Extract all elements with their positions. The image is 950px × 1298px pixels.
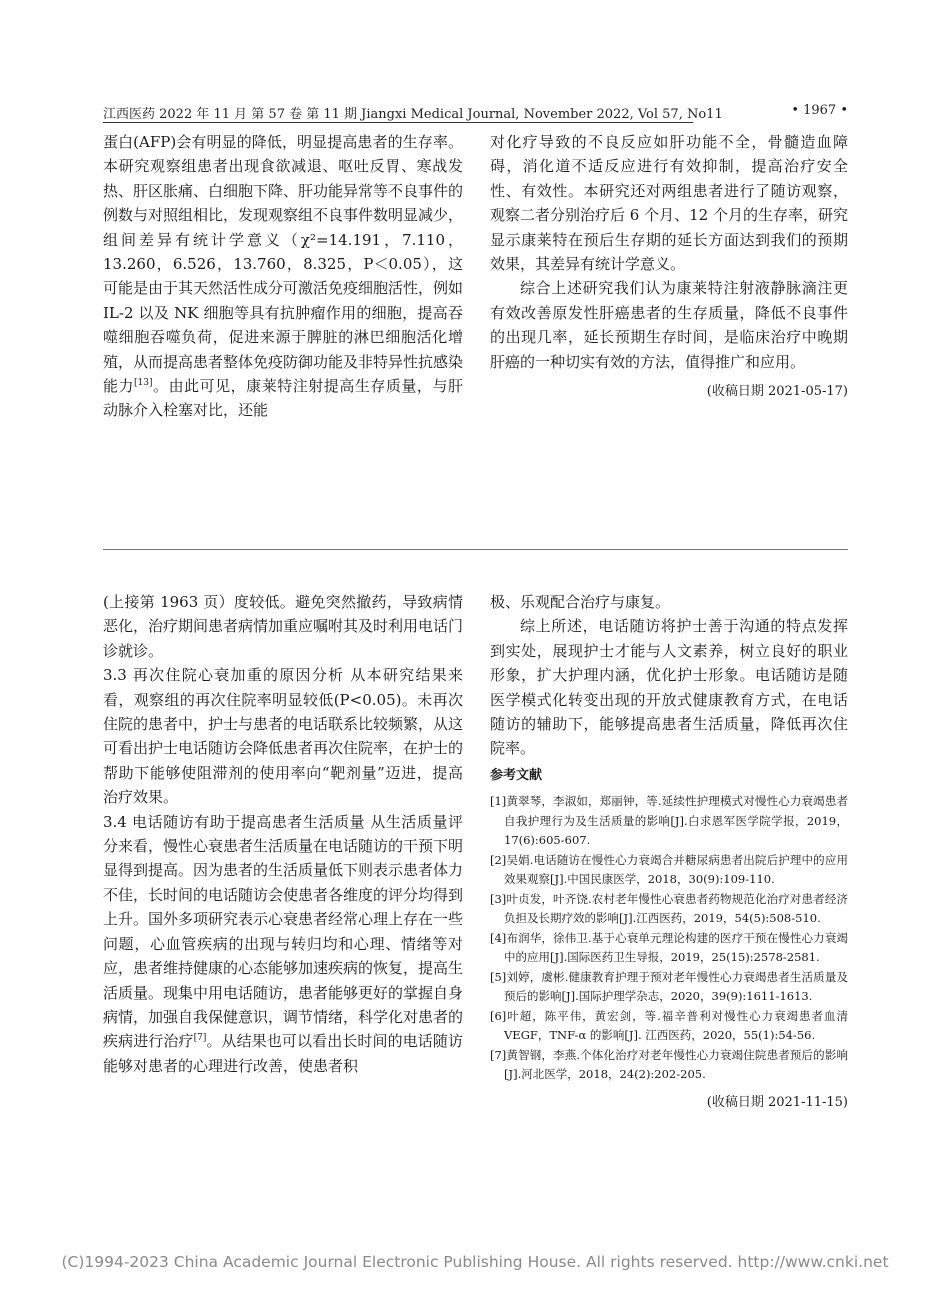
citation-7: [7] [193,1033,207,1044]
running-header [103,103,848,125]
reference-item: [6]叶超，陈平伟，黄宏剑，等.福辛普利对慢性心力衰竭患者血清 VEGF，TNF-α 的影响[J]. 江西医药，2020，55(1):54-56. [490,1008,848,1043]
section-3-4-tail: 。从结果也可以看出长时间的电话随访能够对患者的心理进行改善，使患者积 [103,1032,463,1075]
upper-left-text: 蛋白(AFP)会有明显的降低，明显提高患者的生存率。本研究观察组患者出现食欲减退、呕吐反胃、寒战发热、肝区胀痛、白细胞下降、肝功能异常等不良事件的例数与对照组相比，发现观察组不良事件数明显减少，组间差异有统计学意义（χ²=14.191，7.110，13.260，6.526，13.760，8.325，P＜0.05），这可能是由于其天然活性成分可激活免疫细胞活性，例如 IL-2 以及 NK 细胞等具有抗肿瘤作用的细胞，提高吞噬细胞吞噬负荷，促进来源于脾脏的淋巴细胞活化增殖，从而提高患者整体免疫防御功能及非特异性抗感染能力 [103,133,464,396]
reference-item: [1]黄翠琴，李淑如，郑丽钟，等.延续性护理模式对慢性心力衰竭患者自我护理行为及生活质量的影响[J].白求恩军医学院学报，2019，17(6):605-607. [490,794,848,848]
reference-item: [3]叶贞发，叶齐饶.农村老年慢性心衰患者药物规范化治疗对患者经济负担及长期疗效的影响[J].江西医药，2019，54(5):508-510. [490,891,848,926]
section-3-4 [103,810,463,1078]
upper-left-tail: 。由此可见，康莱特注射提高生存质量，与肝动脉介入栓塞对比，还能 [103,377,463,420]
reference-item: [7]黄智钢，李燕.个体化治疗对老年慢性心力衰竭住院患者预后的影响[J].河北医学，2018，24(2):202-205. [490,1047,848,1082]
upper-left-column [103,130,463,423]
lower-right-paragraph-2: 综上所述，电话随访将护士善于沟通的特点发挥到实处，展现护士才能与人文素养，树立良好的职业形象，扩大护理内涵，优化护士形象。电话随访是随医学模式化转变出现的开放式健康教育方式，在电话随访的辅助下，能够提高患者生活质量，降低再次住院率。 [490,617,848,758]
page-number: • 1967 • [791,103,848,118]
section-3-3: 3.3 再次住院心衰加重的原因分析 从本研究结果来看，观察组的再次住院率明显较低(P<0.05)。未再次住院的患者中，护士与患者的电话联系比较频繁，从这可看出护士电话随访会降低患者再次住院率，在护士的帮助下能够使阻滞剂的使用率向“靶剂量”迈进，提高治疗效果。 [103,666,464,807]
received-date-lower: (收稿日期 2021-11-15) [706,1094,848,1110]
journal-info: 江西医药 2022 年 11 月 第 57 卷 第 11 期 Jiangxi Medical Journal, November 2022, Vol 57, No11 [103,107,723,122]
article-divider [103,549,848,550]
references-title: 参考文献 [490,767,543,783]
reference-item: [4]布润华，徐伟卫.基于心衰单元理论构建的医疗干预在慢性心力衰竭中的应用[J].国际医药卫生导报，2019，25(15):2578-2581. [490,930,848,965]
lower-right-paragraph-1: 极、乐观配合治疗与康复。 [490,593,671,611]
section-3-4-text: 3.4 电话随访有助于提高患者生活质量 从生活质量评分来看，慢性心衰患者生活质量在电话随访的干预下明显得到提高。因为患者的生活质量低下则表示患者体力不佳，长时间的电话随访会使患者各维度的评分均得到上升。国外多项研究表示心衰患者经常心理上存在一些问题，心血管疾病的出现与转归均和心理、情绪等对应，患者维持健康的心态能够加速疾病的恢复，提高生活质量。现集中用电话随访，患者能够更好的掌握自身病情，加强自我保健意识，调节情绪，科学化对患者的疾病进行治疗 [103,812,464,1051]
header-rule [103,122,693,123]
upper-right-paragraph-1: 对化疗导致的不良反应如肝功能不全，骨髓造血障碍，消化道不适反应进行有效抑制，提高治疗安全性、有效性。本研究还对两组患者进行了随访观察，观察二者分别治疗后 6 个月、12 个月的生存率，研究显示康莱特在预后生存期的延长方面达到我们的预期效果，其差异有统计学意义。 [490,133,848,274]
lower-right-column [490,590,848,1115]
citation-13: [13] [134,378,153,389]
reference-item: [2]吴娟.电话随访在慢性心力衰竭合并糖尿病患者出院后护理中的应用效果观察[J].中国民康医学，2018，30(9):109-110. [490,852,848,887]
upper-right-column [490,130,848,404]
reference-item: [5]刘婷，虞彬.健康教育护理于预对老年慢性心力衰竭患者生活质量及预后的影响[J].国际护理学杂志，2020，39(9):1611-1613. [490,969,848,1004]
upper-right-paragraph-2: 综合上述研究我们认为康莱特注射液静脉滴注更有效改善原发性肝癌患者的生存质量，降低不良事件的出现几率，延长预期生存时间，是临床治疗中晚期肝癌的一种切实有效的方法，值得推广和应用。 [490,279,848,371]
copyright-footer: (C)1994-2023 China Academic Journal Electronic Publishing House. All rights reserved. http://www.cnki.net [61,1253,889,1271]
lower-left-paragraph-1: (上接第 1963 页）度较低。避免突然撤药，导致病情恶化，治疗期间患者病情加重应嘱咐其及时利用电话门诊就诊。 [103,593,464,660]
lower-left-column [103,590,463,1078]
received-date-upper: (收稿日期 2021-05-17) [706,384,848,400]
upper-left-paragraph [103,130,463,423]
